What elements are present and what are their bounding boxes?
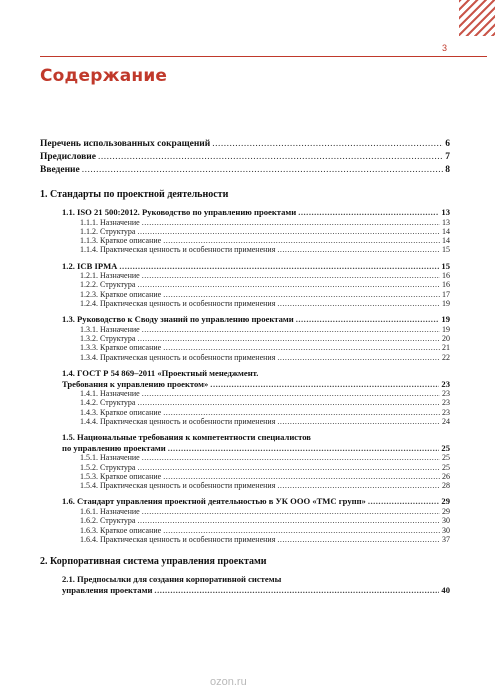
section-row-label: по управлению проектами xyxy=(62,442,166,453)
subsection-entry-label: 1.5.2. Структура xyxy=(80,462,136,472)
section-row-page: 40 xyxy=(441,584,450,595)
page-title: Содержание xyxy=(40,66,168,86)
section-row xyxy=(62,379,450,390)
dot-leader xyxy=(296,314,440,325)
subsection-entry-label: 1.6.2. Структура xyxy=(80,516,136,526)
subsection-entry-label: 1.3.4. Практическая ценность и особенности применения xyxy=(80,352,276,362)
dot-leader xyxy=(168,443,440,454)
dot-leader xyxy=(142,507,440,516)
toc-entry xyxy=(40,151,450,164)
section-row-label: 1.1. ISO 21 500:2012. Руководство по управлению проектами xyxy=(62,207,297,217)
dot-leader xyxy=(277,481,440,490)
subsection-entry-page: 30 xyxy=(442,525,450,535)
subsection-entry-page: 29 xyxy=(442,506,450,516)
subsection-entry xyxy=(40,408,450,417)
dot-leader xyxy=(368,496,440,507)
dot-leader xyxy=(142,453,440,462)
section-row xyxy=(62,314,450,325)
subsection-entry-page: 26 xyxy=(442,471,450,481)
dot-leader xyxy=(298,207,439,218)
dot-leader xyxy=(163,343,440,352)
subsection-entry xyxy=(40,290,450,299)
subsection-entry-page: 21 xyxy=(442,343,450,353)
section-row-label: 1.6. Стандарт управления проектной деятельностью в УК ООО «ТМС групп» xyxy=(62,496,366,507)
section-row-label: 1.3. Руководство к Своду знаний по управлению проектами xyxy=(62,314,294,325)
subsection-entry xyxy=(40,334,450,343)
subsection-entry xyxy=(40,280,450,289)
subsection-entry-label: 1.6.4. Практическая ценность и особенности применения xyxy=(80,534,276,544)
section-row-label: управления проектами xyxy=(62,584,153,595)
section-entry xyxy=(40,314,450,325)
dot-leader xyxy=(142,271,440,280)
section-entry xyxy=(40,432,450,453)
subsection-entry xyxy=(40,245,450,254)
subsection-entry xyxy=(40,463,450,472)
subsection-entry-label: 1.3.3. Краткое описание xyxy=(80,343,162,353)
subsection-entry-page: 25 xyxy=(442,462,450,472)
dot-leader xyxy=(277,535,440,544)
dot-leader xyxy=(137,227,440,236)
dot-leader xyxy=(163,472,440,481)
subsection-entry-page: 15 xyxy=(442,245,450,255)
subsection-entry xyxy=(40,227,450,236)
chapter-heading: 1. Стандарты по проектной деятельности xyxy=(40,189,229,200)
dot-leader xyxy=(142,218,440,227)
subsection-entry-label: 1.2.3. Краткое описание xyxy=(80,289,162,299)
subsection-entry-page: 16 xyxy=(442,280,450,290)
dot-leader xyxy=(142,325,440,334)
subsection-entry-label: 1.5.4. Практическая ценность и особенности применения xyxy=(80,481,276,491)
subsection-entry-page: 22 xyxy=(442,352,450,362)
section-row-page: 19 xyxy=(441,314,450,325)
toc-entry-page: 8 xyxy=(445,165,450,175)
subsection-entry xyxy=(40,343,450,352)
subsection-entry-page: 19 xyxy=(442,299,450,309)
subsection-entry-page: 37 xyxy=(442,534,450,544)
subsection-entry xyxy=(40,481,450,490)
subsection-entry xyxy=(40,218,450,227)
subsection-entry-page: 28 xyxy=(442,481,450,491)
page-number: 3 xyxy=(441,43,447,53)
dot-leader xyxy=(137,334,440,343)
section-title-line: 2.1. Предпосылки для создания корпоративной системы xyxy=(62,574,282,585)
section-row-page: 15 xyxy=(441,260,450,271)
dot-leader xyxy=(137,398,440,407)
section-entry xyxy=(40,207,450,218)
dot-leader xyxy=(137,463,440,472)
dot-leader xyxy=(277,353,440,362)
subsection-entry xyxy=(40,299,450,308)
subsection-entry-label: 1.4.2. Структура xyxy=(80,398,136,408)
watermark: ozon.ru xyxy=(210,676,247,688)
subsection-entry-label: 1.3.2. Структура xyxy=(80,334,136,344)
section-title-line: 1.5. Национальные требования к компетентности специалистов xyxy=(62,432,311,443)
section-row-page: 25 xyxy=(441,442,450,453)
subsection-entry-label: 1.2.2. Структура xyxy=(80,280,136,290)
subsection-entry xyxy=(40,516,450,525)
section-row xyxy=(62,496,450,507)
toc-entry-label: Предисловие xyxy=(40,152,96,162)
section-row-page: 13 xyxy=(441,207,450,217)
subsection-entry xyxy=(40,271,450,280)
subsection-entry-label: 1.1.4. Практическая ценность и особенности применения xyxy=(80,245,276,255)
subsection-entry-page: 23 xyxy=(442,389,450,399)
dot-leader xyxy=(82,164,444,177)
section-row-page: 29 xyxy=(441,496,450,507)
subsection-entry-label: 1.1.2. Структура xyxy=(80,226,136,236)
section-row xyxy=(62,443,450,454)
section-row xyxy=(62,207,450,218)
subsection-entry-page: 19 xyxy=(442,324,450,334)
subsection-entry-label: 1.6.1. Назначение xyxy=(80,506,140,516)
dot-leader xyxy=(163,526,440,535)
dot-leader xyxy=(163,290,440,299)
toc-entry xyxy=(40,138,450,151)
subsection-entry-page: 13 xyxy=(442,217,450,227)
subsection-entry-label: 1.5.3. Краткое описание xyxy=(80,471,162,481)
subsection-entry xyxy=(40,526,450,535)
dot-leader xyxy=(137,280,440,289)
section-entry xyxy=(40,368,450,389)
subsection-entry-page: 14 xyxy=(442,236,450,246)
section-row xyxy=(62,261,450,272)
subsection-entry-page: 16 xyxy=(442,271,450,281)
subsection-entry-page: 23 xyxy=(442,407,450,417)
dot-leader xyxy=(142,389,440,398)
subsection-entry-page: 17 xyxy=(442,289,450,299)
subsection-entry-label: 1.6.3. Краткое описание xyxy=(80,525,162,535)
subsection-entry xyxy=(40,325,450,334)
dot-leader xyxy=(98,151,443,164)
subsection-entry-label: 1.3.1. Назначение xyxy=(80,324,140,334)
section-row-label: Требования к управлению проектом» xyxy=(62,378,209,389)
dot-leader xyxy=(163,236,440,245)
header-rule xyxy=(40,56,487,57)
section-row xyxy=(62,585,450,596)
dot-leader xyxy=(154,585,439,596)
toc-entry-label: Перечень использованных сокращений xyxy=(40,139,211,149)
dot-leader xyxy=(119,261,439,272)
subsection-entry xyxy=(40,453,450,462)
subsection-entry xyxy=(40,417,450,426)
subsection-entry-label: 1.2.1. Назначение xyxy=(80,271,140,281)
subsection-entry xyxy=(40,507,450,516)
subsection-entry xyxy=(40,398,450,407)
table-of-contents xyxy=(40,138,450,595)
subsection-entry-label: 1.4.3. Краткое описание xyxy=(80,407,162,417)
subsection-entry-page: 24 xyxy=(442,416,450,426)
subsection-entry-label: 1.4.4. Практическая ценность и особенности применения xyxy=(80,416,276,426)
subsection-entry xyxy=(40,535,450,544)
subsection-entry-page: 14 xyxy=(442,226,450,236)
subsection-entry xyxy=(40,472,450,481)
subsection-entry xyxy=(40,389,450,398)
subsection-entry-label: 1.1.1. Назначение xyxy=(80,217,140,227)
subsection-entry-label: 1.5.1. Назначение xyxy=(80,453,140,463)
subsection-entry-label: 1.1.3. Краткое описание xyxy=(80,236,162,246)
section-row-label: 1.2. ICB IPMA xyxy=(62,260,118,271)
dot-leader xyxy=(212,138,443,151)
subsection-entry xyxy=(40,236,450,245)
subsection-entry-page: 25 xyxy=(442,453,450,463)
corner-hatch-decoration xyxy=(459,0,495,36)
dot-leader xyxy=(210,379,439,390)
section-entry xyxy=(40,496,450,507)
section-entry xyxy=(40,574,450,595)
dot-leader xyxy=(137,516,440,525)
subsection-entry xyxy=(40,353,450,362)
subsection-entry-page: 23 xyxy=(442,398,450,408)
section-row-page: 23 xyxy=(441,378,450,389)
subsection-entry-label: 1.4.1. Назначение xyxy=(80,389,140,399)
section-entry xyxy=(40,261,450,272)
section-title-line: 1.4. ГОСТ Р 54 869–2011 «Проектный менеджмент. xyxy=(62,368,259,379)
dot-leader xyxy=(277,299,440,308)
toc-entry-page: 6 xyxy=(445,139,450,149)
toc-entry-page: 7 xyxy=(445,152,450,162)
subsection-entry-page: 30 xyxy=(442,516,450,526)
subsection-entry-label: 1.2.4. Практическая ценность и особенности применения xyxy=(80,299,276,309)
dot-leader xyxy=(277,417,440,426)
chapter-heading: 2. Корпоративная система управления проектами xyxy=(40,556,267,568)
subsection-entry-page: 20 xyxy=(442,334,450,344)
toc-entry-label: Введение xyxy=(40,165,80,175)
dot-leader xyxy=(163,408,440,417)
dot-leader xyxy=(277,245,440,254)
toc-entry xyxy=(40,164,450,177)
